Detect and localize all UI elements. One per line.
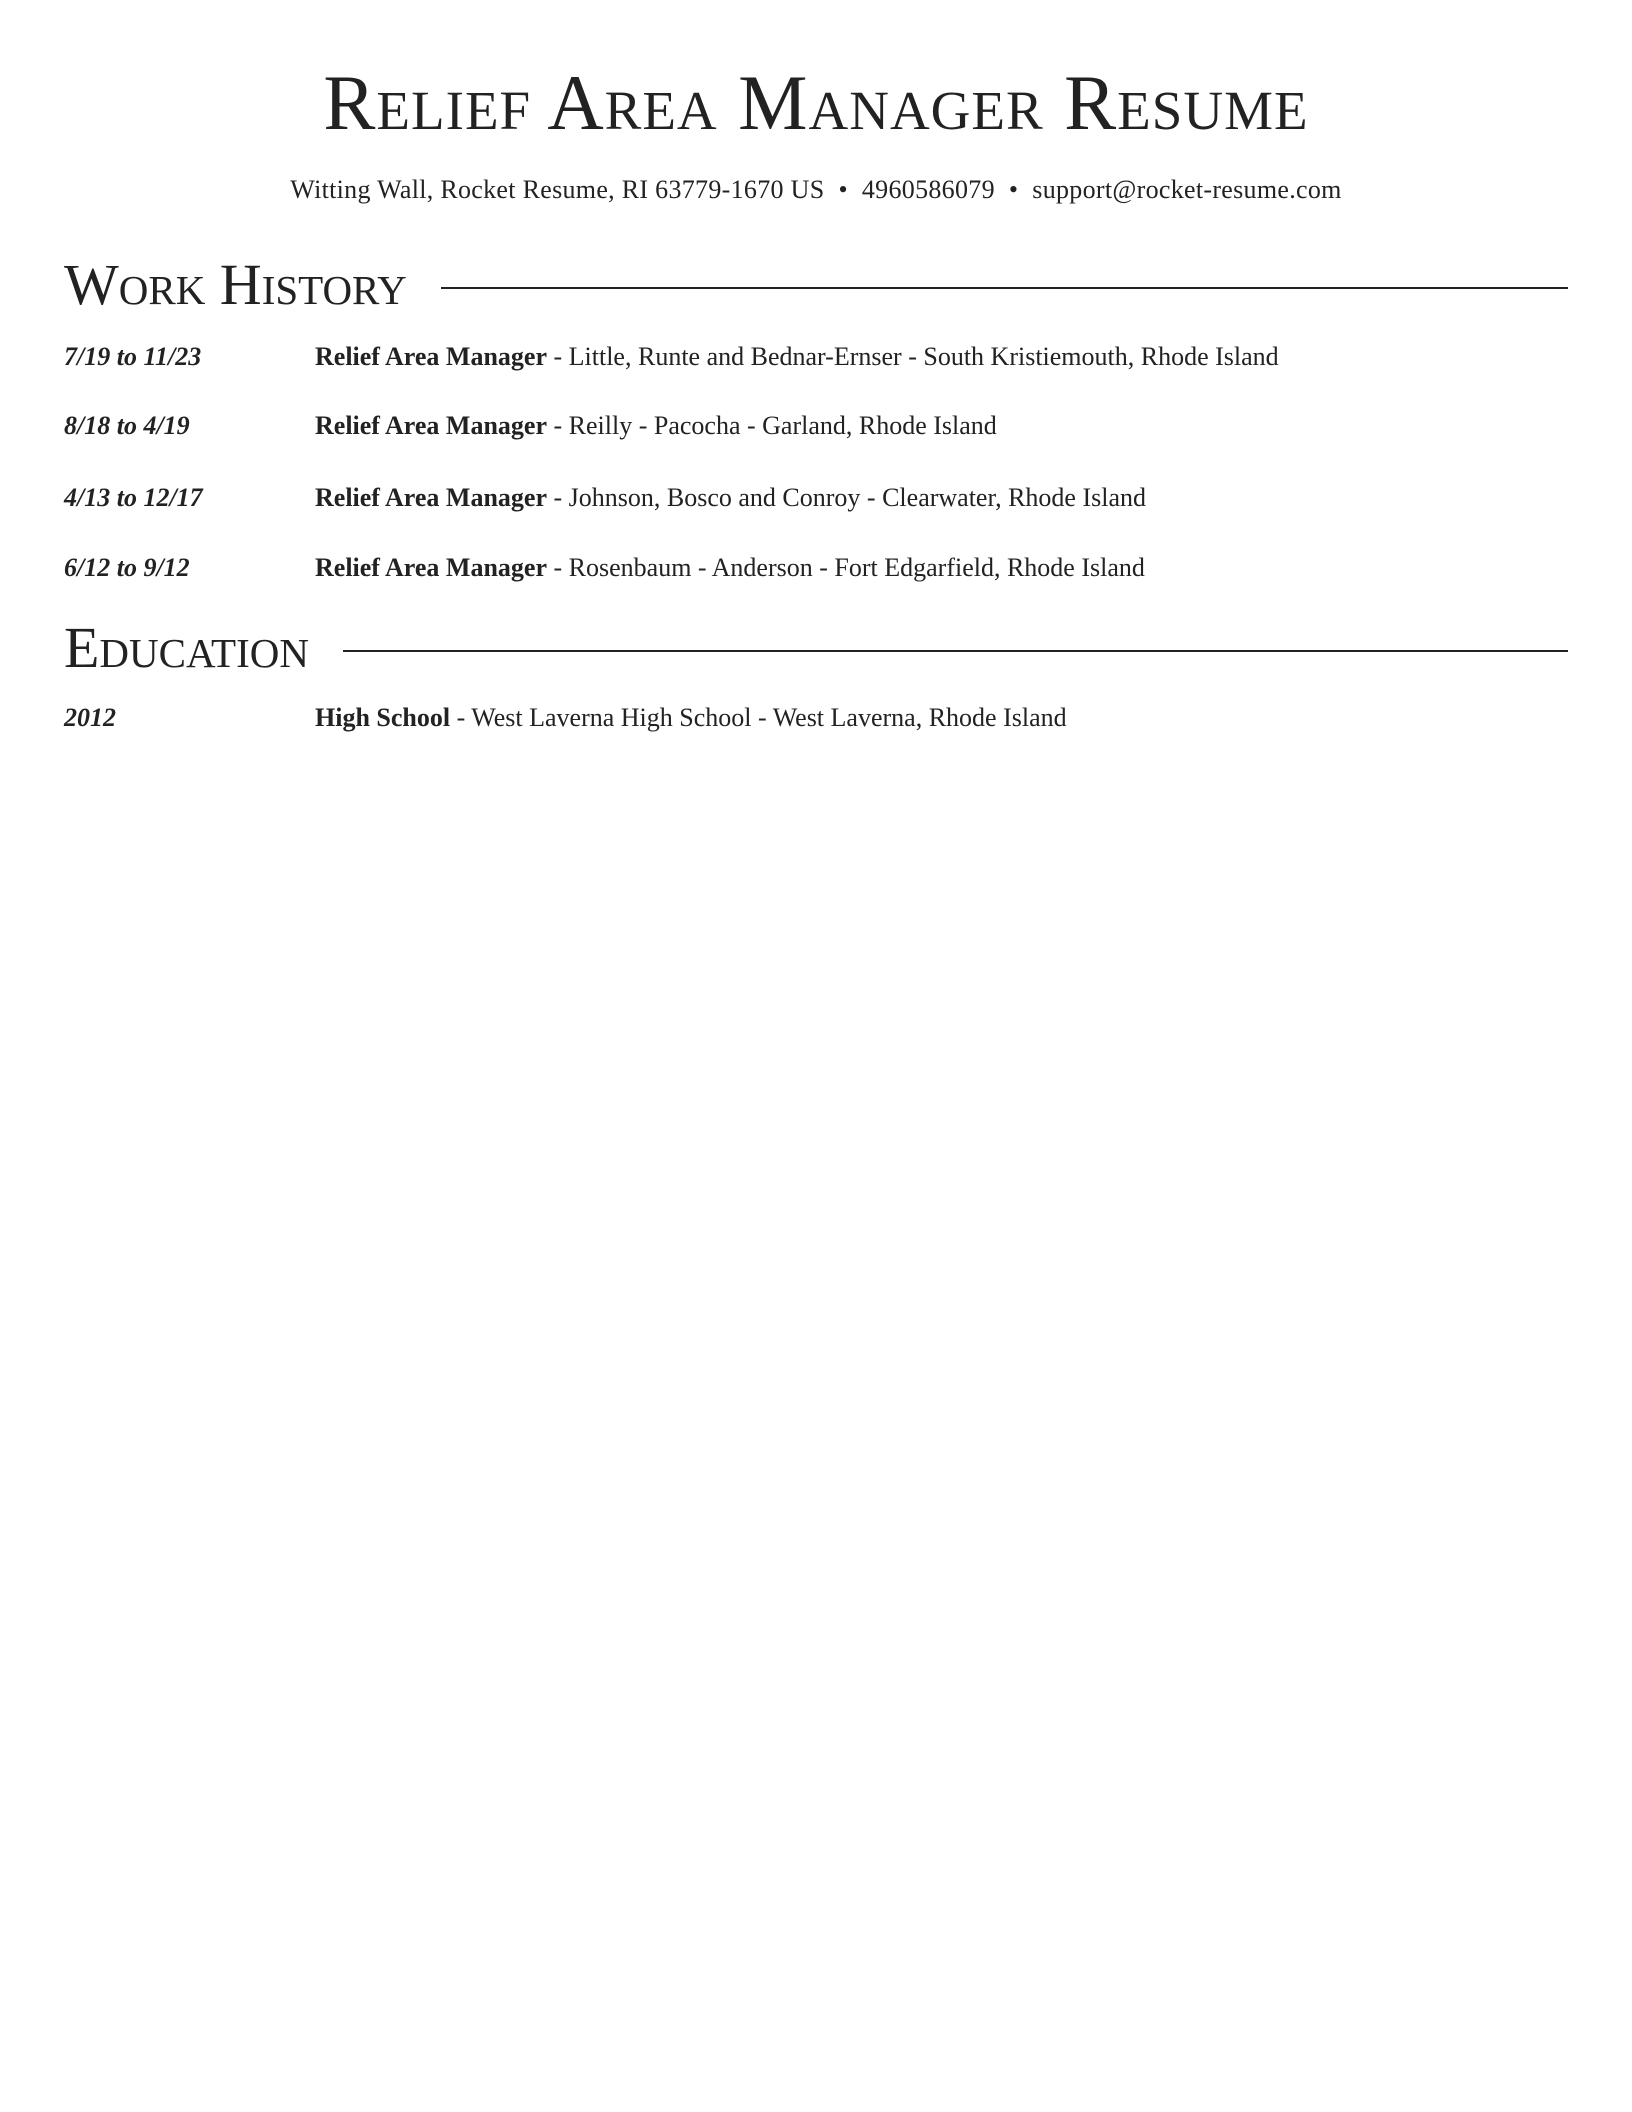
contact-address: Witting Wall, Rocket Resume, RI 63779-1670 US [290,175,825,204]
work-history-heading: Work History [64,252,407,317]
resume-title: Relief Area Manager Resume [323,59,1309,146]
work-entry-role: Relief Area Manager [315,411,547,440]
contact-line [0,173,1632,207]
section-divider [343,650,1568,652]
work-entry-description [315,409,997,443]
work-entry-dates: 8/18 to 4/19 [64,411,190,440]
work-entry-role: Relief Area Manager [315,342,547,371]
education-heading: Education [64,615,309,680]
work-history-header [64,252,1568,318]
work-entry-detail: - Reilly - Pacocha - Garland, Rhode Island [547,411,997,440]
work-entry-detail: - Rosenbaum - Anderson - Fort Edgarfield, Rhode Island [547,553,1145,582]
work-entry-dates: 4/13 to 12/17 [64,483,203,512]
contact-phone: 4960586079 [861,175,995,204]
contact-email: support@rocket-resume.com [1032,175,1342,204]
contact-separator: • [838,175,848,204]
section-divider [441,287,1568,289]
work-entry-dates: 7/19 to 11/23 [64,342,202,371]
education-header [64,615,1568,681]
education-entry-detail: - West Laverna High School - West Laverna, Rhode Island [450,703,1067,732]
work-entry-description [315,340,1279,374]
work-entry-role: Relief Area Manager [315,483,547,512]
work-entry-description [315,551,1145,585]
education-entry-description [315,701,1067,735]
work-entry-role: Relief Area Manager [315,553,547,582]
work-entry-description [315,481,1146,515]
education-entry-dates: 2012 [64,703,116,732]
work-entry-detail: - Johnson, Bosco and Conroy - Clearwater, Rhode Island [547,483,1147,512]
work-entry-detail: - Little, Runte and Bednar-Ernser - South Kristiemouth, Rhode Island [547,342,1279,371]
work-entry-dates: 6/12 to 9/12 [64,553,190,582]
education-entry-degree: High School [315,703,451,732]
contact-separator: • [1008,175,1019,204]
